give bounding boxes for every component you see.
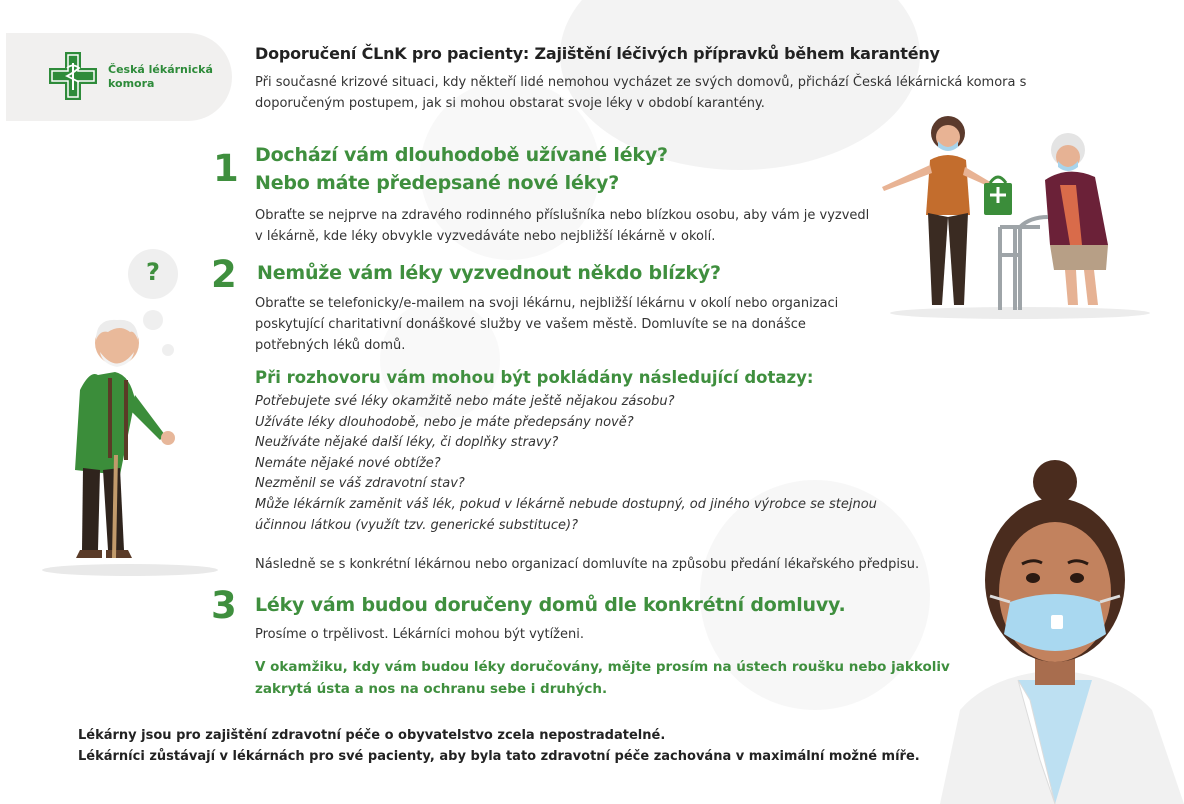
question-item: Užíváte léky dlouhodobě, nebo je máte předepsány nově? bbox=[255, 414, 634, 430]
step-1-heading bbox=[255, 141, 668, 197]
step-3-text: Prosíme o trpělivost. Lékárníci mohou být vytíženi. bbox=[255, 627, 584, 642]
questions-heading: Při rozhovoru vám mohou být pokládány následující dotazy: bbox=[255, 368, 814, 387]
caregiver-delivery-illustration bbox=[870, 105, 1160, 325]
questions-list bbox=[255, 392, 877, 536]
followup-text: Následně se s konkrétní lékárnou nebo organizací domluvíte na způsobu předání lékařského předpisu. bbox=[255, 557, 920, 572]
footer-line1: Lékárny jsou pro zajištění zdravotní péče o obyvatelstvo zcela nepostradatelné. bbox=[78, 728, 666, 743]
logo-text bbox=[108, 63, 213, 91]
step-1-heading-line2: Nebo máte předepsané nové léky? bbox=[255, 172, 620, 194]
pharmacy-cross-logo-icon bbox=[48, 51, 98, 101]
step-2-number: 2 bbox=[211, 253, 237, 296]
page-title: Doporučení ČLnK pro pacienty: Zajištění léčivých přípravků během karantény bbox=[255, 44, 940, 63]
intro-text: Při současné krizové situaci, kdy někteří lidé nemohou vycházet ze svých domovů, přichází Česká lékárnická komora s doporučeným postupem, jak si mohou obstarat svoje léky v období karantény. bbox=[255, 75, 1027, 111]
question-item: účinnou látkou (využít tzv. generické substituce)? bbox=[255, 517, 578, 533]
footer-text bbox=[78, 725, 920, 767]
step-2-heading: Nemůže vám léky vyzvednout někdo blízký? bbox=[257, 262, 721, 284]
question-item: Nemáte nějaké nové obtíže? bbox=[255, 455, 441, 471]
question-item: Potřebujete své léky okamžitě nebo máte ještě nějakou zásobu? bbox=[255, 394, 675, 409]
step-1-text: Obraťte se nejprve na zdravého rodinného příslušníka nebo blízkou osobu, aby vám je vyzvedl v lékárně, kde léky obvykle vyzvedáváte nebo nejbližší lékárně v okolí. bbox=[255, 208, 870, 244]
footer-line2: Lékárníci zůstávají v lékárnách pro své pacienty, aby byla tato zdravotní péče zachována v maximální možné míře. bbox=[78, 749, 920, 764]
pharmacist-illustration bbox=[930, 460, 1184, 804]
logo-line1: Česká lékárnická bbox=[108, 63, 213, 76]
step-1-number: 1 bbox=[213, 147, 239, 190]
step-3-heading: Léky vám budou doručeny domů dle konkrétní domluvy. bbox=[255, 594, 846, 616]
question-item: Neužíváte nějaké další léky, či doplňky stravy? bbox=[255, 435, 559, 451]
question-item: Nezměnil se váš zdravotní stav? bbox=[255, 476, 465, 492]
mask-highlight-text: V okamžiku, kdy vám budou léky doručovány, mějte prosím na ústech roušku nebo jakkoliv zakrytá ústa a nos na ochranu sebe i druhých. bbox=[255, 659, 950, 697]
old-man-illustration bbox=[20, 240, 220, 580]
logo-line2: komora bbox=[108, 77, 155, 90]
question-item: Může lékárník zaměnit váš lék, pokud v lékárně nebude dostupný, od jiného výrobce se stejnou bbox=[255, 496, 877, 512]
thought-bubble-question-mark: ? bbox=[146, 258, 160, 286]
step-3-number: 3 bbox=[211, 584, 237, 627]
step-2-text: Obraťte se telefonicky/e-mailem na svoji lékárnu, nejbližší lékárnu v okolí nebo organizaci poskytující charitativní donáškové služby ve vašem městě. Domluvíte se na donášce potřebných léků domů. bbox=[255, 296, 839, 353]
step-1-heading-line1: Dochází vám dlouhodobě užívané léky? bbox=[255, 144, 668, 166]
